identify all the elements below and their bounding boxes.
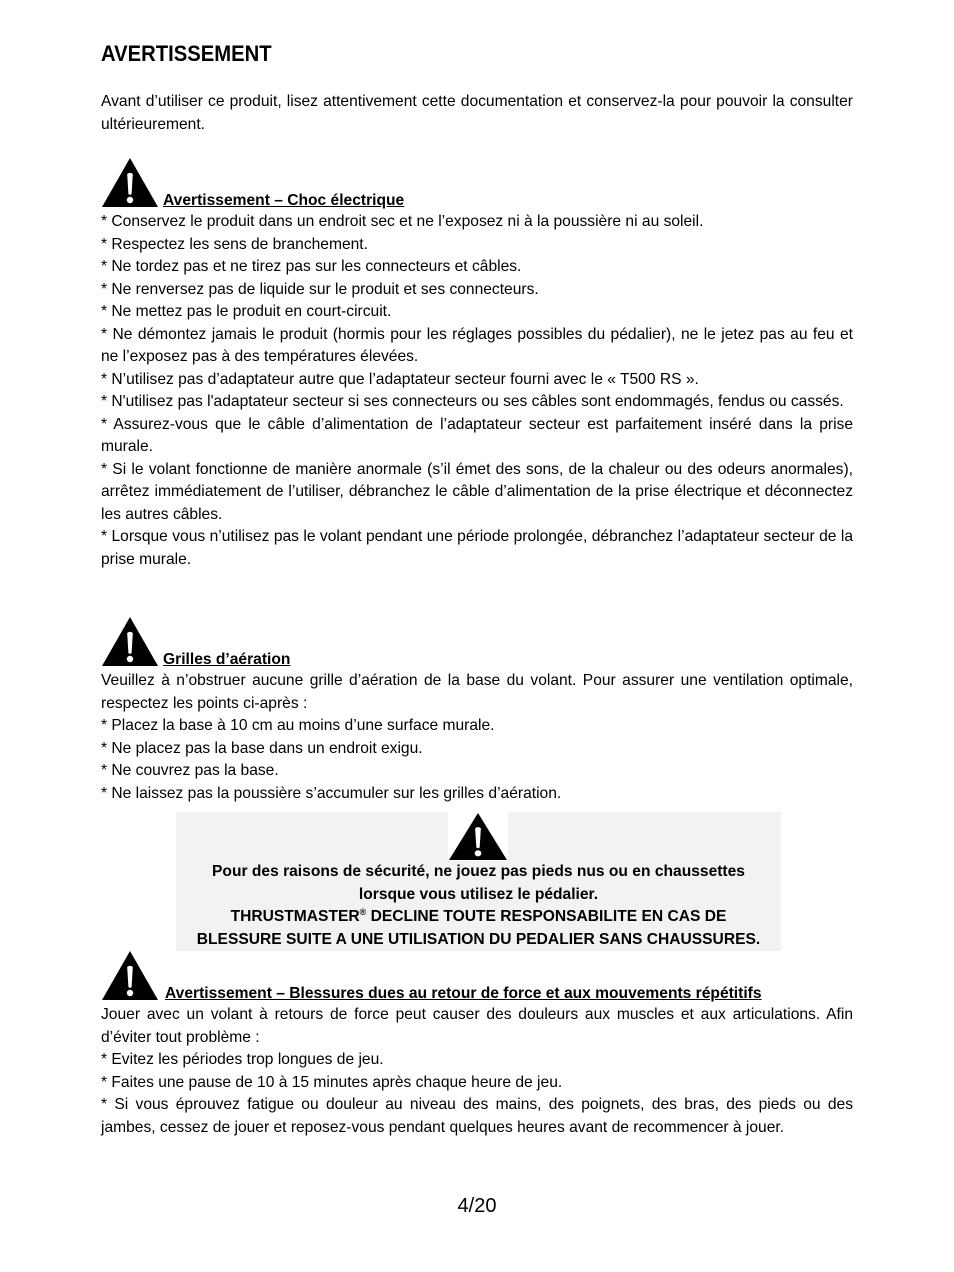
registered-mark: ®: [359, 906, 367, 917]
list-item: * Si le volant fonctionne de manière anormale (s’il émet des sons, de la chaleur ou des odeurs anormales), arrêtez immédiatement de l’utiliser, débranchez le câble d’alimentation de la prise électrique et déconnectez les autres câbles.: [101, 460, 853, 523]
notice-line: [176, 906, 781, 929]
list-item: * Ne laissez pas la poussière s’accumuler sur les grilles d’aération.: [101, 784, 562, 802]
list-item: * Ne démontez jamais le produit (hormis pour les réglages possibles du pédalier), ne le jetez pas au feu et ne l’exposez pas à des températures élevées.: [101, 325, 853, 365]
list-item: * Ne renversez pas de liquide sur le produit et ses connecteurs.: [101, 280, 539, 298]
section-heading: Avertissement – Blessures dues au retour de force et aux mouvements répétitifs: [165, 985, 762, 1002]
intro-paragraph: Avant d’utiliser ce produit, lisez attentivement cette documentation et conservez-la pour pouvoir la consulter ultérieurement.: [101, 93, 853, 133]
warning-triangle-icon: [101, 950, 159, 1001]
list-item: * N’utilisez pas d’adaptateur autre que l’adaptateur secteur fourni avec le « T500 RS ».: [101, 370, 699, 388]
warning-triangle-icon: [101, 157, 159, 208]
notice-line: Pour des raisons de sécurité, ne jouez pas pieds nus ou en chaussettes: [212, 863, 745, 880]
list-item: * N'utilisez pas l'adaptateur secteur si ses connecteurs ou ses câbles sont endommagés, fendus ou cassés.: [101, 393, 844, 410]
section-heading: Avertissement – Choc électrique: [163, 192, 405, 209]
safety-notice-box: [176, 812, 781, 951]
warning-triangle-icon: [448, 812, 508, 861]
notice-line: lorsque vous utilisez le pédalier.: [358, 885, 599, 903]
list-item: * Ne couvrez pas la base.: [101, 762, 279, 779]
list-item: * Ne tordez pas et ne tirez pas sur les connecteurs et câbles.: [101, 258, 522, 275]
list-item: * Respectez les sens de branchement.: [101, 235, 368, 253]
page-title: AVERTISSEMENT: [101, 41, 272, 66]
section-header: [101, 616, 853, 670]
section-electric-shock: [101, 157, 853, 571]
page-number: 4/20: [457, 1195, 497, 1217]
warning-triangle-icon: [101, 616, 159, 667]
list-item: * Ne mettez pas le produit en court-circuit.: [101, 303, 392, 320]
section-heading: Grilles d’aération: [163, 651, 291, 668]
section-ventilation: [101, 616, 853, 805]
list-item: * Assurez-vous que le câble d’alimentation de l’adaptateur secteur est parfaitement inséré dans la prise murale.: [101, 415, 853, 455]
section-header: [101, 950, 853, 1004]
notice-text: [176, 861, 781, 951]
list-item: * Ne placez pas la base dans un endroit exigu.: [101, 739, 423, 757]
notice-line-rest: DECLINE TOUTE RESPONSABILITE EN CAS DE: [366, 908, 727, 925]
brand-name: THRUSTMASTER: [230, 908, 360, 925]
list-item: * Placez la base à 10 cm au moins d’une surface murale.: [101, 717, 495, 734]
section-header: [101, 157, 853, 211]
section-force-feedback-injuries: [101, 950, 853, 1139]
list-item: * Evitez les périodes trop longues de jeu.: [101, 1051, 384, 1068]
list-item: * Lorsque vous n’utilisez pas le volant pendant une période prolongée, débranchez l’adaptateur secteur de la prise murale.: [101, 528, 853, 568]
list-item: * Faites une pause de 10 à 15 minutes après chaque heure de jeu.: [101, 1073, 563, 1091]
list-item: Veuillez à n’obstruer aucune grille d’aération de la base du volant. Pour assurer une ventilation optimale, respectez les points ci-après :: [101, 672, 853, 712]
list-item: * Conservez le produit dans un endroit sec et ne l’exposez ni à la poussière ni au soleil.: [101, 213, 704, 230]
list-item: Jouer avec un volant à retours de force peut causer des douleurs aux muscles et aux articulations. Afin d’éviter tout problème :: [101, 1006, 853, 1046]
notice-line: BLESSURE SUITE A UNE UTILISATION DU PEDALIER SANS CHAUSSURES.: [196, 930, 761, 948]
list-item: * Si vous éprouvez fatigue ou douleur au niveau des mains, des poignets, des bras, des pieds ou des jambes, cessez de jouer et reposez-vous pendant quelques heures avant de recommencer à jouer.: [101, 1096, 853, 1136]
